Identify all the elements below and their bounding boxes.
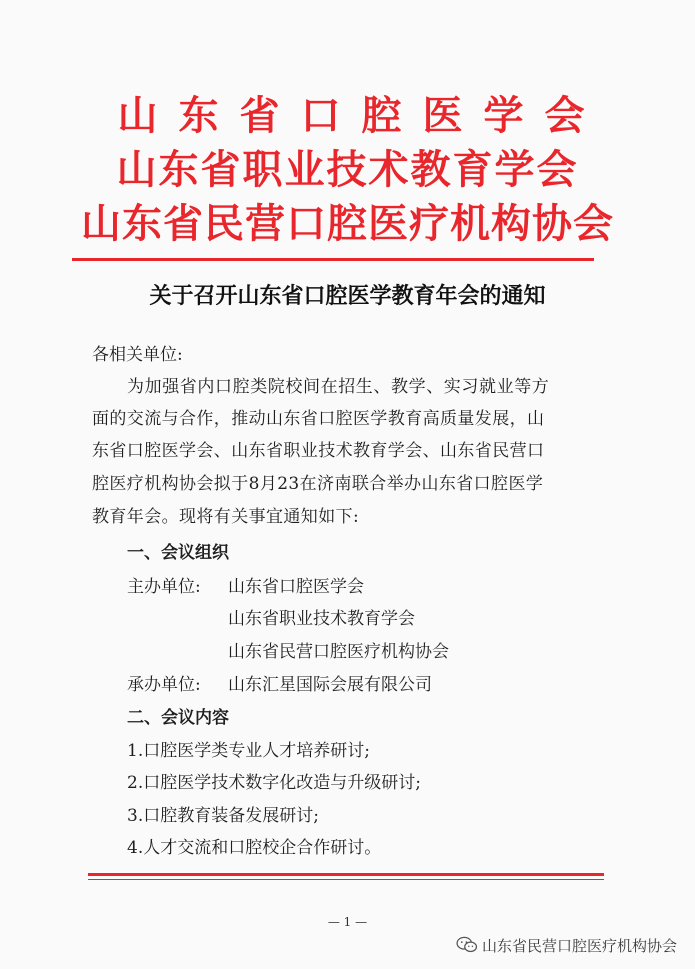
paragraph-line-3: 东省口腔医学会、山东省职业技术教育学会、山东省民营口 [92,441,545,461]
footer-divider-thin [88,879,604,880]
content-item: 1.口腔医学类专业人才培养研讨; [127,741,370,761]
header-line-3: 山东省民营口腔医疗机构协会 [81,201,614,247]
host-item: 山东省职业技术教育学会 [228,609,415,629]
paragraph-line-4: 腔医疗机构协会拟于8月23在济南联合举办山东省口腔医学 [92,474,544,494]
host-item: 山东省口腔医学会 [228,577,364,597]
header-line-1: 山东省口腔医学会 [117,93,606,139]
wechat-icon [456,936,478,954]
wechat-watermark [456,933,677,957]
organizer-name: 山东汇星国际会展有限公司 [228,675,432,695]
document-title: 关于召开山东省口腔医学教育年会的通知 [149,284,546,309]
footer-divider-thick [88,873,604,876]
content-item: 4.人才交流和口腔校企合作研讨。 [127,838,382,858]
content-item: 3.口腔教育装备发展研讨; [127,806,319,826]
paragraph-line-2: 面的交流与合作，推动山东省口腔医学教育高质量发展，山 [92,409,545,429]
host-item: 山东省民营口腔医疗机构协会 [228,642,449,662]
watermark-text: 山东省民营口腔医疗机构协会 [481,936,677,955]
section-heading-content: 二、会议内容 [127,708,229,728]
salutation: 各相关单位: [92,345,183,365]
header-line-2: 山东省职业技术教育学会 [116,147,579,193]
host-label: 主办单位: [127,577,201,597]
paragraph-line-5: 教育年会。现将有关事宜通知如下: [92,507,360,527]
content-item: 2.口腔医学技术数字化改造与升级研讨; [127,773,421,793]
page-number: — 1 — [327,915,368,929]
paragraph-line-1: 为加强省内口腔类院校间在招生、教学、实习就业等方 [127,377,550,397]
organizer-label: 承办单位: [127,675,201,695]
section-heading-organization: 一、会议组织 [127,543,229,563]
header-divider [72,258,594,261]
